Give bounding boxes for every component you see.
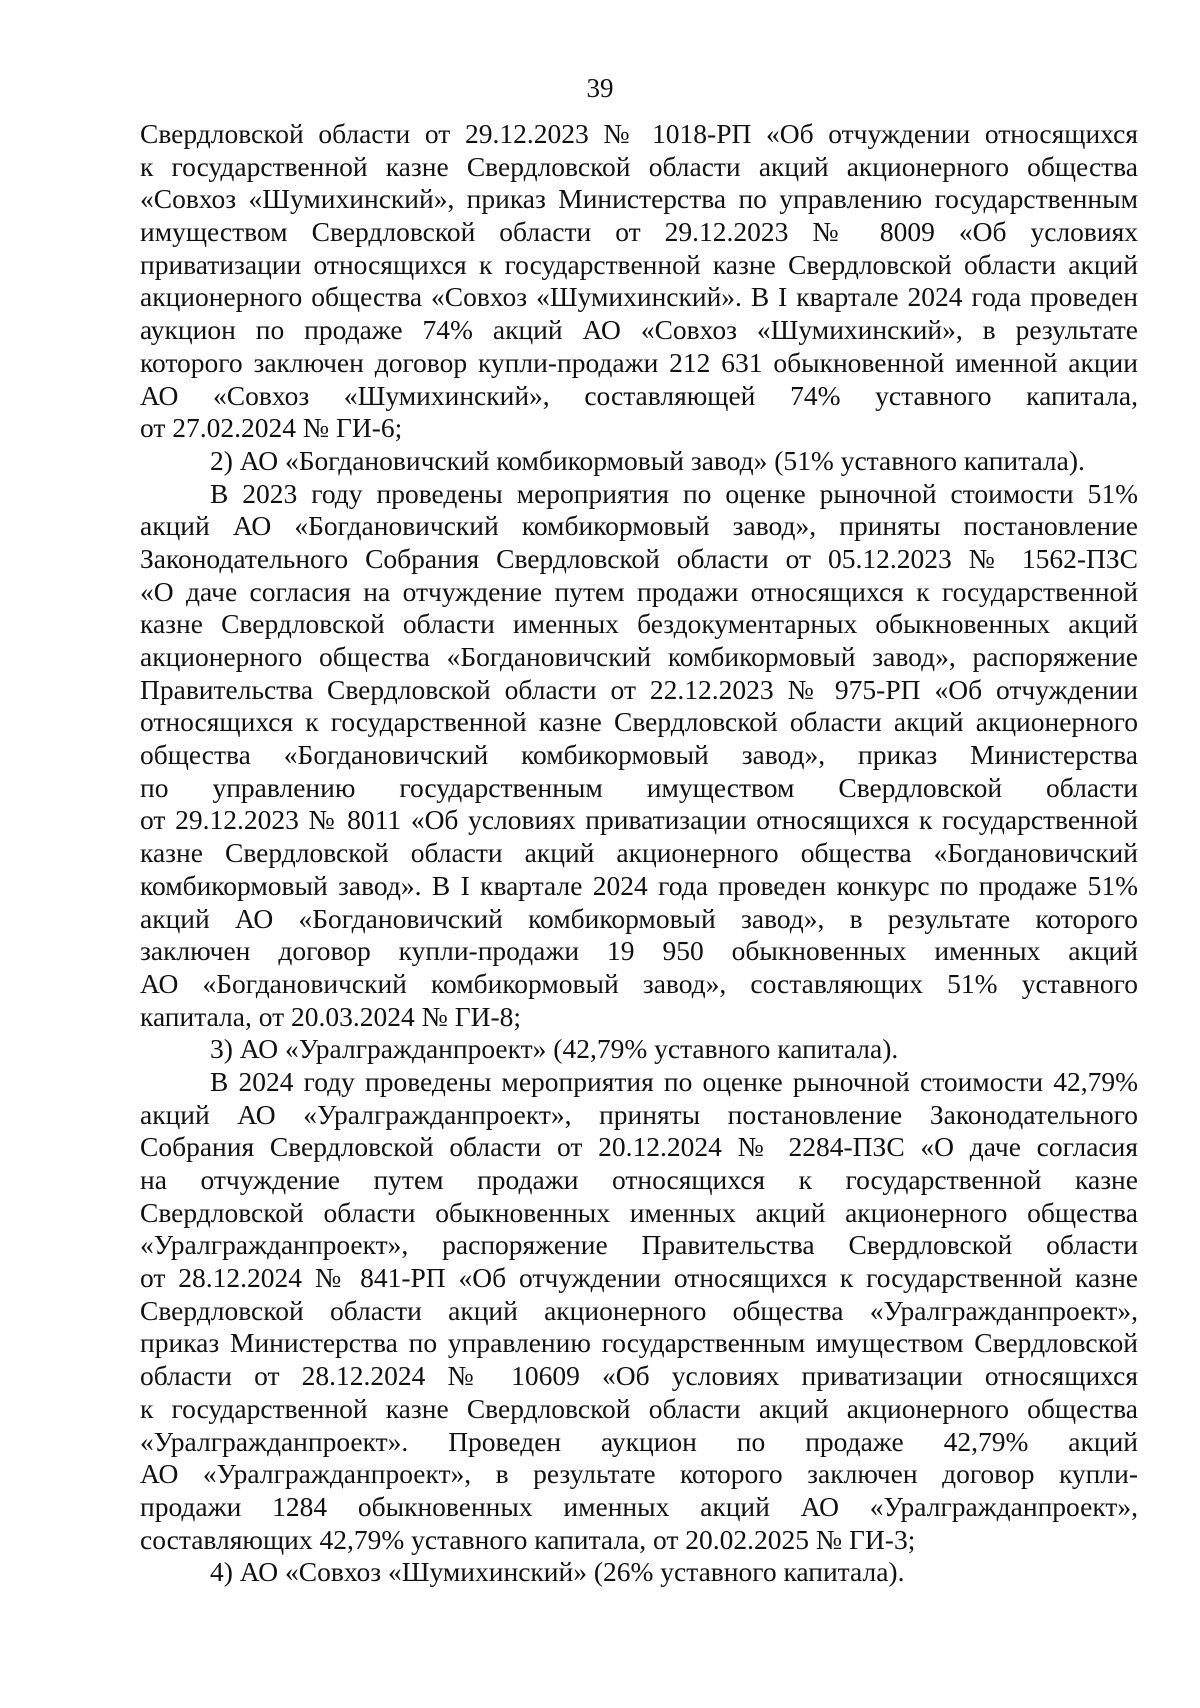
paragraph-para-2024	[140, 1066, 1138, 1556]
text-line: приватизации относящихся к государственной казне Свердловской области акций	[140, 248, 1138, 280]
text-line: по управлению государственным имуществом Свердловской области	[140, 771, 1138, 803]
text-line: 3) АО «Уралгражданпроект» (42,79% уставного капитала).	[210, 1033, 899, 1065]
paragraph-item-3	[140, 1033, 1138, 1066]
body-text	[140, 118, 1138, 1589]
page-number: 39	[586, 73, 614, 103]
text-line: «Уралгражданпроект». Проведен аукцион по продаже 42,79% акций	[140, 1425, 1138, 1457]
text-line: «Уралгражданпроект», распоряжение Правительства Свердловской области	[140, 1229, 1138, 1261]
text-line: продажи 1284 обыкновенных именных акций АО «Уралгражданпроект»,	[140, 1490, 1138, 1522]
text-line: «О даче согласия на отчуждение путем продажи относящихся к государственной	[140, 575, 1138, 607]
text-line: от 29.12.2023 № 8011 «Об условиях приватизации относящихся к государственной	[140, 804, 1138, 836]
text-line: заключен договор купли-продажи 19 950 обыкновенных именных акций	[140, 935, 1138, 967]
text-line: «Совхоз «Шумихинский», приказ Министерства по управлению государственным	[140, 183, 1138, 215]
text-line: АО «Уралгражданпроект», в результате которого заключен договор купли-	[140, 1458, 1138, 1490]
text-line: акционерного общества «Совхоз «Шумихинский». В I квартале 2024 года проведен	[140, 281, 1138, 313]
text-line: АО «Совхоз «Шумихинский», составляющей 74% уставного капитала,	[140, 379, 1138, 411]
text-line: акций АО «Богдановичский комбикормовый завод», приняты постановление	[140, 510, 1138, 542]
text-line: области от 28.12.2024 № 10609 «Об условиях приватизации относящихся	[140, 1360, 1138, 1392]
text-line: Правительства Свердловской области от 22.12.2023 № 975-РП «Об отчуждении	[140, 673, 1138, 705]
text-line: казне Свердловской области именных бездокументарных обыкновенных акций	[140, 608, 1138, 640]
text-line: от 28.12.2024 № 841-РП «Об отчуждении относящихся к государственной казне	[140, 1262, 1138, 1294]
text-line: Законодательного Собрания Свердловской области от 05.12.2023 № 1562-ПЗС	[140, 542, 1138, 574]
paragraph-item-2	[140, 445, 1138, 478]
text-line: капитала, от 20.03.2024 № ГИ-8;	[140, 1000, 522, 1032]
text-line: Свердловской области от 29.12.2023 № 1018-РП «Об отчуждении относящихся	[140, 118, 1138, 149]
text-line: В 2023 году проведены мероприятия по оценке рыночной стоимости 51%	[210, 477, 1138, 509]
text-line: 4) АО «Совхоз «Шумихинский» (26% уставного капитала).	[210, 1556, 905, 1588]
text-line: составляющих 42,79% уставного капитала, от 20.02.2025 № ГИ-3;	[140, 1523, 916, 1555]
text-line: 2) АО «Богдановичский комбикормовый завод» (51% уставного капитала).	[210, 444, 1085, 476]
text-line: АО «Богдановичский комбикормовый завод», составляющих 51% уставного	[140, 967, 1138, 999]
text-line: акционерного общества «Богдановичский комбикормовый завод», распоряжение	[140, 641, 1138, 672]
text-line: В 2024 году проведены мероприятия по оценке рыночной стоимости 42,79%	[210, 1065, 1138, 1097]
text-line: приказ Министерства по управлению государственным имуществом Свердловской	[140, 1327, 1138, 1359]
text-line: акций АО «Богдановичский комбикормовый завод», в результате которого	[140, 902, 1138, 934]
text-line: Собрания Свердловской области от 20.12.2024 № 2284-ПЗС «О даче согласия	[140, 1131, 1138, 1163]
text-line: имуществом Свердловской области от 29.12.2023 № 8009 «Об условиях	[140, 216, 1138, 248]
paragraph-para-2023	[140, 478, 1138, 1034]
text-line: к государственной казне Свердловской области акций акционерного общества	[140, 150, 1138, 182]
paragraph-cont	[140, 118, 1138, 445]
text-line: комбикормовый завод». В I квартале 2024 года проведен конкурс по продаже 51%	[140, 869, 1138, 901]
text-line: которого заключен договор купли-продажи 212 631 обыкновенной именной акции	[140, 346, 1138, 378]
text-line: от 27.02.2024 № ГИ-6;	[140, 412, 403, 444]
text-line: на отчуждение путем продажи относящихся к государственной казне	[140, 1164, 1138, 1195]
paragraph-item-4	[140, 1556, 1138, 1589]
text-line: аукцион по продаже 74% акций АО «Совхоз «Шумихинский», в результате	[140, 314, 1138, 346]
text-line: акций АО «Уралгражданпроект», приняты постановление Законодательного	[140, 1098, 1138, 1130]
text-line: к государственной казне Свердловской области акций акционерного общества	[140, 1392, 1138, 1424]
text-line: Свердловской области обыкновенных именных акций акционерного общества	[140, 1196, 1138, 1228]
text-line: Свердловской области акций акционерного общества «Уралгражданпроект»,	[140, 1294, 1138, 1326]
text-line: общества «Богдановичский комбикормовый завод», приказ Министерства	[140, 739, 1138, 771]
text-line: казне Свердловской области акций акционерного общества «Богдановичский	[140, 837, 1138, 869]
text-line: относящихся к государственной казне Свердловской области акций акционерного	[140, 706, 1138, 738]
